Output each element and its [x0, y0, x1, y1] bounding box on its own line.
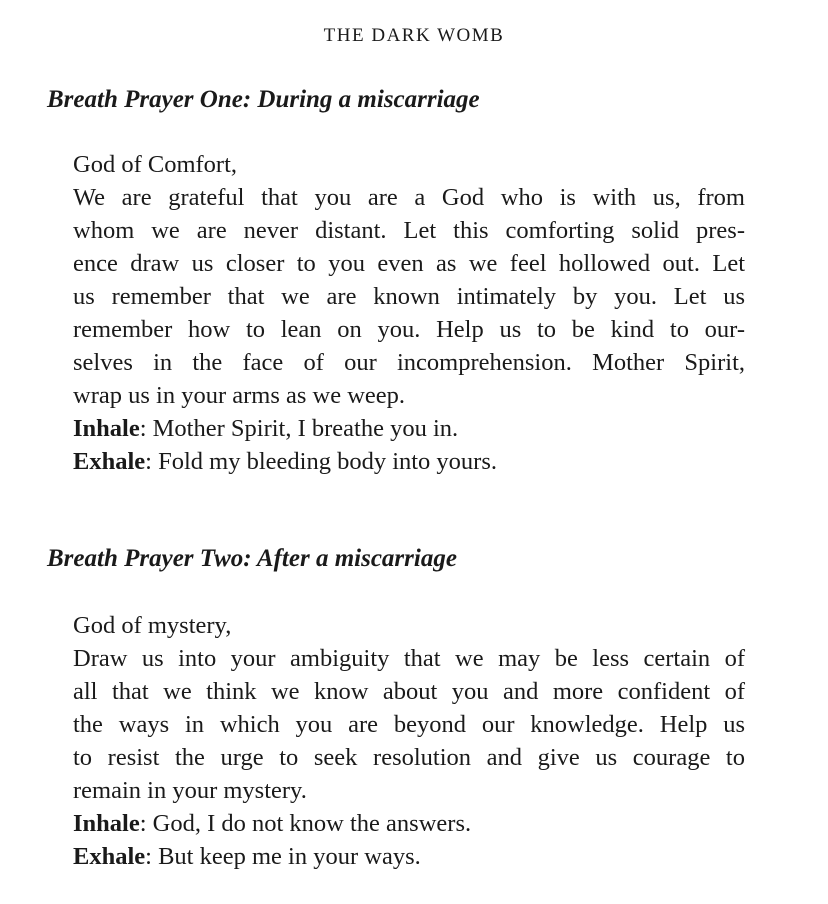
- prayer-line: all that we think we know about you and more confident of: [73, 678, 745, 705]
- inhale-label: Inhale: [73, 415, 140, 442]
- prayer-one-body: [73, 148, 745, 478]
- exhale-line: [73, 840, 745, 873]
- prayer-line: We are grateful that you are a God who is with us, from: [73, 184, 745, 211]
- inhale-line: [73, 807, 745, 840]
- prayer-line: Draw us into your ambiguity that we may be less certain of: [73, 645, 745, 672]
- prayer-one-title: Breath Prayer One: During a miscarriage: [47, 86, 480, 113]
- prayer-line: us remember that we are known intimately by you. Let us: [73, 283, 745, 310]
- running-head: THE DARK WOMB: [323, 25, 505, 46]
- inhale-label: Inhale: [73, 810, 140, 837]
- inhale-text: : Mother Spirit, I breathe you in.: [139, 415, 459, 442]
- exhale-line: [73, 445, 745, 478]
- prayer-line: selves in the face of our incomprehension. Mother Spirit,: [73, 349, 745, 376]
- inhale-text: : God, I do not know the answers.: [139, 810, 472, 837]
- salutation: God of mystery,: [73, 612, 232, 639]
- exhale-text: : Fold my bleeding body into yours.: [145, 448, 497, 475]
- prayer-line: whom we are never distant. Let this comforting solid pres-: [73, 217, 745, 244]
- prayer-two-title: Breath Prayer Two: After a miscarriage: [47, 545, 457, 572]
- prayer-line: wrap us in your arms as we weep.: [73, 382, 406, 409]
- exhale-label: Exhale: [73, 448, 146, 475]
- salutation: God of Comfort,: [73, 151, 237, 178]
- prayer-line: ence draw us closer to you even as we feel hollowed out. Let: [73, 250, 745, 277]
- prayer-line: the ways in which you are beyond our knowledge. Help us: [73, 711, 745, 738]
- inhale-line: [73, 412, 745, 445]
- exhale-text: : But keep me in your ways.: [145, 843, 421, 870]
- exhale-label: Exhale: [73, 843, 146, 870]
- prayer-line: remember how to lean on you. Help us to be kind to our-: [73, 316, 745, 343]
- prayer-line: remain in your mystery.: [73, 777, 307, 804]
- prayer-line: to resist the urge to seek resolution and give us courage to: [73, 744, 745, 771]
- prayer-two-body: [73, 609, 745, 873]
